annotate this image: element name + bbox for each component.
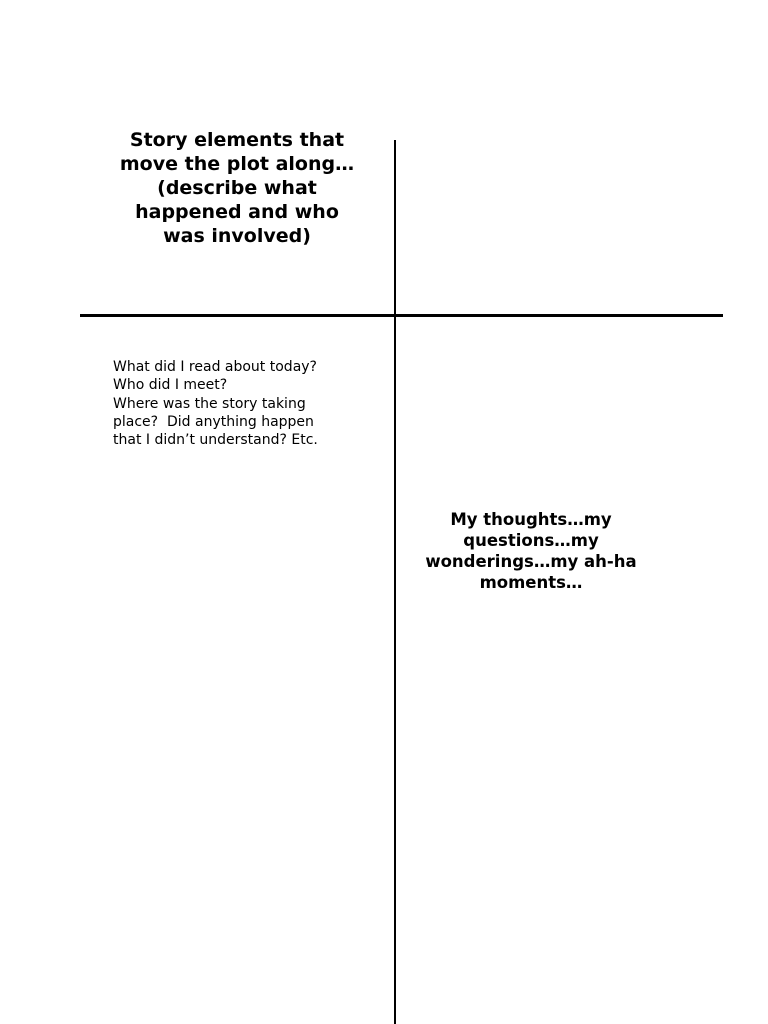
question-line: that I didn’t understand? Etc. <box>113 432 318 449</box>
question-line: Who did I meet? <box>113 377 228 394</box>
heading-line: happened and who <box>135 201 339 223</box>
heading-line: was involved) <box>163 225 311 247</box>
question-line: Where was the story taking <box>113 395 306 412</box>
vertical-divider <box>394 140 396 1024</box>
heading-line: My thoughts…my <box>450 510 612 529</box>
heading-line: moments… <box>479 573 583 592</box>
heading-line: move the plot along… <box>119 153 355 175</box>
question-line: What did I read about today? <box>113 359 317 375</box>
my-thoughts-heading <box>400 509 662 593</box>
heading-line: wonderings…my ah-ha <box>425 552 637 571</box>
horizontal-divider <box>80 314 723 317</box>
guiding-questions <box>113 358 363 449</box>
story-elements-heading <box>100 128 374 248</box>
heading-line: Story elements that <box>129 129 345 151</box>
heading-line: (describe what <box>157 177 317 199</box>
question-line: place? Did anything happen <box>113 413 314 430</box>
heading-line: questions…my <box>463 531 599 550</box>
